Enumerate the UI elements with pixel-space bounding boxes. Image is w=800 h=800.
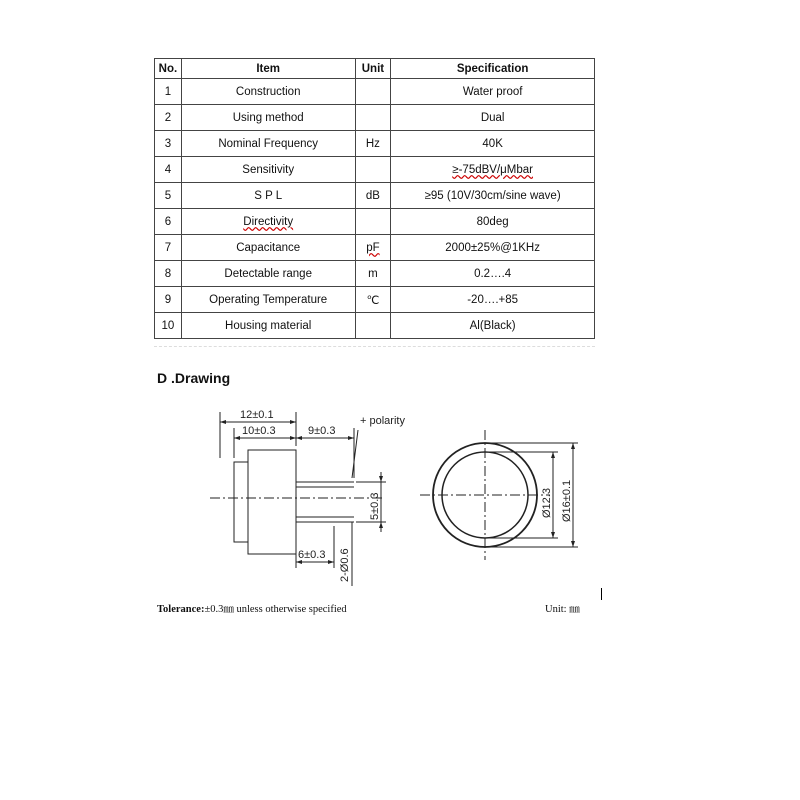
header-no: No. — [155, 59, 182, 79]
polarity-leader — [352, 430, 358, 478]
front-flange — [234, 462, 248, 542]
row-unit — [355, 235, 391, 261]
row-item: Detectable range — [181, 261, 355, 287]
row-unit — [355, 313, 391, 339]
row-no: 2 — [155, 105, 182, 131]
row-item: Using method — [181, 105, 355, 131]
dim-text-d12: Ø12.3 — [541, 488, 553, 518]
dim-text-5: 5±0.3 — [369, 492, 381, 520]
row-spec — [391, 157, 595, 183]
row-no: 1 — [155, 79, 182, 105]
header-specification: Specification — [391, 59, 595, 79]
row-spec-text: ≥-75dBV/μMbar — [452, 163, 533, 176]
polarity-label: + polarity — [360, 415, 405, 427]
row-item — [181, 209, 355, 235]
row-no: 5 — [155, 183, 182, 209]
row-item: S P L — [181, 183, 355, 209]
row-spec: 2000±25%@1KHz — [391, 235, 595, 261]
dim-text-9: 9±0.3 — [308, 425, 336, 437]
row-spec: Al(Black) — [391, 313, 595, 339]
row-unit — [355, 209, 391, 235]
row-unit-text: pF — [366, 241, 380, 254]
table-row — [155, 157, 595, 183]
header-unit: Unit — [355, 59, 391, 79]
row-item-text: Directivity — [243, 215, 294, 228]
row-no: 9 — [155, 287, 182, 313]
row-unit — [355, 79, 391, 105]
row-no: 4 — [155, 157, 182, 183]
sensor-body — [248, 450, 296, 554]
table-row — [155, 131, 595, 157]
outer-circle — [433, 443, 537, 547]
row-item: Operating Temperature — [181, 287, 355, 313]
table-row — [155, 183, 595, 209]
table-row — [155, 261, 595, 287]
table-row — [155, 313, 595, 339]
text-cursor — [601, 588, 602, 600]
header-item: Item — [181, 59, 355, 79]
dim-text-d16: Ø16±0.1 — [561, 479, 573, 522]
row-spec: 80deg — [391, 209, 595, 235]
table-bottom-shadow — [154, 346, 595, 348]
row-item: Housing material — [181, 313, 355, 339]
row-unit: dB — [355, 183, 391, 209]
row-spec: 40K — [391, 131, 595, 157]
table-row — [155, 105, 595, 131]
dim-text-12: 12±0.1 — [240, 409, 274, 421]
row-unit: Hz — [355, 131, 391, 157]
row-unit — [355, 105, 391, 131]
row-spec: ≥95 (10V/30cm/sine wave) — [391, 183, 595, 209]
row-no: 7 — [155, 235, 182, 261]
row-unit: m — [355, 261, 391, 287]
row-item: Capacitance — [181, 235, 355, 261]
dim-text-pin-diameter: 2-Ø0.6 — [339, 548, 351, 582]
table-row — [155, 209, 595, 235]
table-row — [155, 235, 595, 261]
section-title: D .Drawing — [157, 370, 231, 386]
row-no: 10 — [155, 313, 182, 339]
row-item: Construction — [181, 79, 355, 105]
specification-table — [154, 58, 595, 339]
row-spec: 0.2….4 — [391, 261, 595, 287]
row-no: 8 — [155, 261, 182, 287]
row-no: 6 — [155, 209, 182, 235]
tolerance-label: Tolerance: — [157, 604, 205, 615]
technical-drawing — [180, 400, 600, 590]
dim-text-6: 6±0.3 — [298, 549, 326, 561]
dim-text-10: 10±0.3 — [242, 425, 276, 437]
row-unit — [355, 157, 391, 183]
row-spec: -20….+85 — [391, 287, 595, 313]
table-row — [155, 79, 595, 105]
row-no: 3 — [155, 131, 182, 157]
row-spec: Dual — [391, 105, 595, 131]
table-row — [155, 287, 595, 313]
row-item: Nominal Frequency — [181, 131, 355, 157]
unit-note: Unit: ㎜ — [545, 604, 580, 615]
row-spec: Water proof — [391, 79, 595, 105]
table-header-row — [155, 59, 595, 79]
row-item: Sensitivity — [181, 157, 355, 183]
row-unit: ℃ — [355, 287, 391, 313]
tolerance-text: ±0.3㎜ unless otherwise specified — [204, 604, 347, 615]
tolerance-note — [157, 601, 347, 616]
